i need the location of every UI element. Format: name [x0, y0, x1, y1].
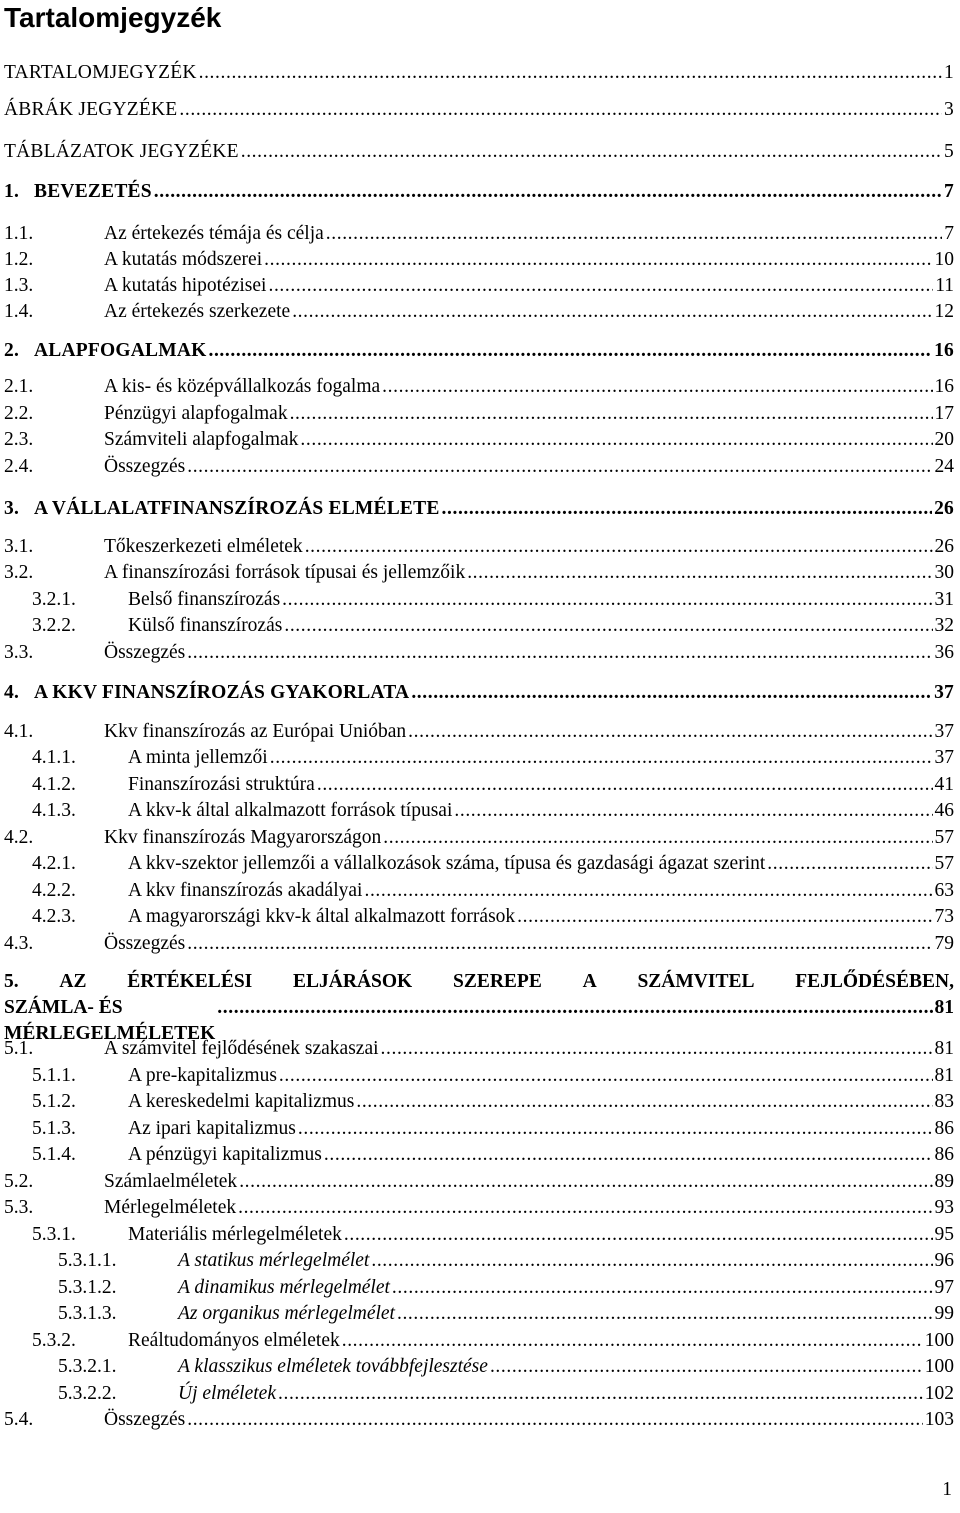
toc-entry-number: 4.2.1. [32, 853, 76, 874]
toc-entry-number: 5.3.1. [32, 1224, 76, 1245]
toc-entry-line [128, 1064, 954, 1088]
toc-entry[interactable] [4, 826, 954, 850]
toc-entry-line [104, 300, 954, 324]
toc-entry-page: 89 [934, 1171, 954, 1192]
toc-entry-page: 96 [934, 1250, 954, 1271]
dot-leader [187, 641, 932, 665]
toc-entry-page: 86 [934, 1144, 954, 1165]
toc-entry-number: 5.1.3. [32, 1118, 76, 1139]
toc-entry-number: 5.1.4. [32, 1144, 76, 1165]
toc-entry-line [104, 932, 954, 956]
dot-leader [238, 1196, 932, 1220]
toc-entry-title: Reáltudományos elméletek [128, 1330, 340, 1351]
toc-entry-line [128, 614, 954, 638]
toc-entry-number: 4.1.1. [32, 747, 76, 768]
toc-entry-line [128, 1090, 954, 1114]
toc-entry-page: 7 [944, 223, 954, 244]
toc-entry-title: A minta jellemzői [128, 747, 268, 768]
toc-entry[interactable] [4, 1302, 954, 1326]
toc-entry[interactable] [4, 720, 954, 744]
toc-entry[interactable] [4, 222, 954, 246]
toc-entry-title: Kkv finanszírozás az Európai Unióban [104, 721, 407, 742]
toc-entry-line [128, 1143, 954, 1167]
dot-leader [408, 720, 932, 744]
toc-entry-number: 3.2.1. [32, 589, 76, 610]
toc-entry-title: Számlaelméletek [104, 1171, 238, 1192]
dot-leader [356, 1090, 932, 1114]
toc-entry-line [104, 535, 954, 559]
toc-entry-number: 4.2.3. [32, 906, 76, 927]
toc-entry-line [128, 905, 954, 929]
toc-entry-title: Új elméletek [178, 1383, 276, 1404]
toc-entry-page: 79 [934, 933, 954, 954]
toc-entry-title: A kereskedelmi kapitalizmus [128, 1091, 355, 1112]
dot-leader [317, 773, 933, 797]
toc-entry-title: TARTALOMJEGYZÉK [4, 62, 197, 83]
toc-entry-line [104, 1196, 954, 1220]
toc-entry[interactable] [4, 879, 954, 903]
toc-entry-title: Belső finanszírozás [128, 589, 281, 610]
dot-leader [767, 852, 932, 876]
toc-entry-title: A pénzügyi kapitalizmus [128, 1144, 322, 1165]
toc-entry-line [178, 1276, 954, 1300]
toc-entry-number: 5.1.1. [32, 1065, 76, 1086]
toc-entry-title: Pénzügyi alapfogalmak [104, 403, 288, 424]
toc-entry-title: Kkv finanszírozás Magyarországon [104, 827, 382, 848]
toc-entry[interactable] [4, 1143, 954, 1167]
toc-entry[interactable] [4, 1408, 954, 1432]
toc-entry-number: 5.3.1.1. [58, 1250, 117, 1271]
toc-entry-number: 1.4. [4, 301, 34, 322]
toc-entry-title: A pre-kapitalizmus [128, 1065, 277, 1086]
toc-entry-line [178, 1249, 954, 1273]
dot-leader [342, 1329, 923, 1353]
toc-word: ÉRTÉKELÉSI [127, 971, 253, 992]
toc-entry-title: Összegzés [104, 456, 186, 477]
toc-entry-number: 5.3.2.2. [58, 1383, 117, 1404]
toc-entry-title: ALAPFOGALMAK [34, 340, 207, 361]
toc-entry-number: 2.3. [4, 429, 34, 450]
toc-entry-title: Külső finanszírozás [128, 615, 283, 636]
toc-entry-page: 30 [934, 562, 954, 583]
toc-entry-line [178, 1382, 954, 1406]
toc-entry-title: Összegzés [104, 933, 186, 954]
toc-entry-page: 102 [924, 1383, 954, 1404]
toc-entry-line [104, 1408, 954, 1432]
toc-entry[interactable] [4, 61, 954, 85]
toc-entry-title: A dinamikus mérlegelmélet [178, 1277, 390, 1298]
toc-entry[interactable] [4, 773, 954, 797]
toc-entry[interactable] [4, 1276, 954, 1300]
toc-entry-chapter-5[interactable] [4, 969, 954, 1044]
toc-entry-number: 2. [4, 340, 20, 361]
toc-entry[interactable] [4, 1170, 954, 1194]
toc-entry[interactable] [4, 339, 954, 363]
toc-entry-number: 5.3.1.2. [58, 1277, 117, 1298]
dot-leader [270, 746, 933, 770]
toc-entry-title: A finanszírozási források típusai és jellemzőik [104, 562, 466, 583]
dot-leader [241, 140, 942, 164]
toc-entry[interactable] [4, 428, 954, 452]
toc-entry-page: 3 [944, 99, 954, 120]
toc-entry-number: 5.3.1.3. [58, 1303, 117, 1324]
toc-entry[interactable] [4, 1329, 954, 1353]
toc-entry[interactable] [4, 932, 954, 956]
toc-entry-page: 24 [934, 456, 954, 477]
toc-entry-number: 4.1. [4, 721, 34, 742]
toc-entry-line [104, 428, 954, 452]
toc-entry-page: 100 [924, 1330, 954, 1351]
toc-entry-line [128, 879, 954, 903]
toc-entry-number: 5.2. [4, 1171, 34, 1192]
toc-entry-page: 57 [934, 853, 954, 874]
toc-entry[interactable] [4, 300, 954, 324]
toc-word: FEJLŐDÉSÉBEN, [795, 971, 954, 992]
toc-entry-page: 16 [934, 340, 954, 361]
toc-entry[interactable] [4, 180, 954, 204]
dot-leader [397, 1302, 933, 1326]
toc-entry-number: 3.1. [4, 536, 34, 557]
toc-entry-line [104, 222, 954, 246]
dot-leader [292, 300, 932, 324]
toc-entry-line [128, 746, 954, 770]
toc-entry-page: 7 [944, 181, 954, 202]
toc-entry-page: 20 [934, 429, 954, 450]
toc-entry-number: 4. [4, 682, 20, 703]
dot-leader [344, 1223, 933, 1247]
toc-entry-line [104, 720, 954, 744]
dot-leader [290, 402, 933, 426]
toc-entry[interactable] [4, 905, 954, 929]
toc-entry-chapter-5-line2 [4, 995, 954, 1044]
toc-entry[interactable] [4, 1223, 954, 1247]
toc-entry-number: 3.3. [4, 642, 34, 663]
toc-entry[interactable] [4, 140, 954, 164]
toc-entry[interactable] [4, 1355, 954, 1379]
toc-entry-line [4, 140, 954, 164]
toc-entry-page: 81 [934, 1038, 954, 1059]
toc-word: SZÁMVITEL [637, 971, 755, 992]
toc-entry-page: 31 [934, 589, 954, 610]
toc-entry-page: 26 [934, 536, 954, 557]
toc-entry-page: 99 [934, 1303, 954, 1324]
dot-leader [187, 932, 932, 956]
dot-leader [268, 274, 933, 298]
toc-entry[interactable] [4, 375, 954, 399]
toc-entry-number: 5.1. [4, 1038, 34, 1059]
dot-leader [442, 497, 933, 521]
toc-word: A [582, 971, 597, 992]
toc-entry[interactable] [4, 497, 954, 521]
toc-entry-title: Az értekezés témája és célja [104, 223, 324, 244]
toc-entry-line [104, 641, 954, 665]
toc-entry-number: 1.2. [4, 249, 34, 270]
toc-entry-line [104, 402, 954, 426]
toc-entry-title: Összegzés [104, 1409, 186, 1430]
toc-entry-line [104, 826, 954, 850]
toc-entry-title: Materiális mérlegelméletek [128, 1224, 342, 1245]
toc-entry-line [178, 1355, 954, 1379]
toc-entry-number: 1. [4, 181, 20, 202]
toc-entry[interactable] [4, 561, 954, 585]
toc-entry[interactable] [4, 799, 954, 823]
dot-leader [392, 1276, 933, 1300]
toc-entry[interactable] [4, 1117, 954, 1141]
toc-entry-line [128, 1329, 954, 1353]
toc-entry[interactable] [4, 274, 954, 298]
toc-entry-line [34, 339, 954, 363]
toc-entry[interactable] [4, 535, 954, 559]
toc-entry[interactable] [4, 588, 954, 612]
toc-word: SZEREPE [452, 971, 542, 992]
dot-leader [208, 339, 932, 363]
toc-entry-number: 2.2. [4, 403, 34, 424]
dot-leader [217, 995, 932, 1021]
toc-entry-line [128, 852, 954, 876]
toc-entry-page: 16 [934, 376, 954, 397]
dot-leader [364, 879, 932, 903]
toc-entry-page: 1 [944, 62, 954, 83]
dot-leader [324, 1143, 933, 1167]
toc-entry-page: 81 [934, 1065, 954, 1086]
dot-leader [187, 1408, 923, 1432]
toc-entry-page: 83 [934, 1091, 954, 1112]
toc-entry[interactable] [4, 681, 954, 705]
toc-entry-title: A kkv-szektor jellemzői a vállalkozások száma, típusa és gazdasági ágazat szerint [128, 853, 766, 874]
dot-leader [326, 222, 942, 246]
dot-leader [454, 799, 932, 823]
toc-entry-page: 10 [934, 249, 954, 270]
toc-entry[interactable] [4, 641, 954, 665]
toc-entry-line [128, 1117, 954, 1141]
toc-entry-number: 5.3.2.1. [58, 1356, 117, 1377]
toc-entry-number: 5.1.2. [32, 1091, 76, 1112]
dot-leader [411, 681, 932, 705]
toc-entry-page: 97 [934, 1277, 954, 1298]
toc-entry-page: 63 [934, 880, 954, 901]
toc-entry-title: Finanszírozási struktúra [128, 774, 315, 795]
toc-entry-title: A számvitel fejlődésének szakaszai [104, 1038, 379, 1059]
toc-entry-page: 11 [935, 275, 954, 296]
toc-entry-page: 37 [934, 721, 954, 742]
toc-entry[interactable] [4, 746, 954, 770]
toc-entry-title: Tőkeszerkezeti elméletek [104, 536, 303, 557]
toc-entry-number: 3. [4, 498, 20, 519]
toc-entry-number: 1.1. [4, 223, 34, 244]
toc-entry-page: 41 [934, 774, 954, 795]
toc-entry-page: 100 [924, 1356, 954, 1377]
toc-entry-number: 4.1.3. [32, 800, 76, 821]
toc-entry-page: 86 [934, 1118, 954, 1139]
toc-entry[interactable] [4, 1064, 954, 1088]
toc-entry[interactable] [4, 98, 954, 122]
toc-entry-number: 4.2.2. [32, 880, 76, 901]
toc-entry-title: A statikus mérlegelmélet [178, 1250, 370, 1271]
toc-entry-title: Számviteli alapfogalmak [104, 429, 299, 450]
toc-entry-number: 2.4. [4, 456, 34, 477]
toc-entry-title: A kkv finanszírozás akadályai [128, 880, 363, 901]
toc-entry-number: 5.4. [4, 1409, 34, 1430]
dot-leader [278, 1382, 923, 1406]
dot-leader [305, 535, 933, 559]
toc-entry-page: 32 [934, 615, 954, 636]
toc-entry-page: 37 [934, 682, 954, 703]
toc-word: ELJÁRÁSOK [293, 971, 413, 992]
toc-entry-title: A VÁLLALATFINANSZÍROZÁS ELMÉLETE [34, 498, 440, 519]
toc-entry-line [34, 180, 954, 204]
toc-entry-page: 73 [934, 906, 954, 927]
toc-entry-line [128, 588, 954, 612]
toc-entry-page: 57 [934, 827, 954, 848]
dot-leader [381, 1037, 933, 1061]
dot-leader [154, 180, 942, 204]
toc-entry-line [104, 561, 954, 585]
dot-leader [300, 428, 932, 452]
toc-entry-title: Összegzés [104, 642, 186, 663]
toc-entry-title: ÁBRÁK JEGYZÉKE [4, 99, 178, 120]
toc-entry-line [104, 1037, 954, 1061]
toc-entry-page: 5 [944, 141, 954, 162]
dot-leader [282, 588, 932, 612]
toc-entry-title: A kis- és középvállalkozás fogalma [104, 376, 381, 397]
dot-leader [382, 375, 932, 399]
dot-leader [383, 826, 932, 850]
toc-entry-line [34, 681, 954, 705]
toc-entry-line [104, 248, 954, 272]
toc-entry-title: A kkv-k által alkalmazott források típusai [128, 800, 453, 821]
toc-entry[interactable] [4, 614, 954, 638]
toc-entry-number: 5. [4, 971, 19, 992]
toc-entry-number: 4.1.2. [32, 774, 76, 795]
page-title: Tartalomjegyzék [4, 2, 222, 33]
toc-entry-title: Az organikus mérlegelmélet [178, 1303, 395, 1324]
dot-leader [371, 1249, 932, 1273]
toc-entry-line [104, 375, 954, 399]
toc-entry[interactable] [4, 1249, 954, 1273]
toc-entry-number: 4.2. [4, 827, 34, 848]
toc-word: AZ [59, 971, 87, 992]
page-number: 1 [942, 1479, 952, 1500]
dot-leader [467, 561, 932, 585]
toc-entry[interactable] [4, 1196, 954, 1220]
dot-leader [517, 905, 932, 929]
toc-entry-page: 103 [924, 1409, 954, 1430]
toc-entry-chapter-5-line1 [4, 969, 954, 995]
toc-entry-page: 12 [934, 301, 954, 322]
toc-entry-title: Az értekezés szerkezete [104, 301, 291, 322]
toc-entry-title: A kutatás hipotézisei [104, 275, 267, 296]
toc-entry-line [104, 1170, 954, 1194]
dot-leader [199, 61, 942, 85]
toc-entry-line [4, 61, 954, 85]
toc-entry-line [104, 455, 954, 479]
toc-entry[interactable] [4, 1382, 954, 1406]
toc-entry-line [4, 98, 954, 122]
dot-leader [490, 1355, 923, 1379]
toc-entry-title: Az ipari kapitalizmus [128, 1118, 296, 1139]
toc-entry-title: BEVEZETÉS [34, 181, 152, 202]
toc-entry[interactable] [4, 402, 954, 426]
dot-leader [187, 455, 932, 479]
toc-entry[interactable] [4, 1090, 954, 1114]
dot-leader [298, 1117, 933, 1141]
toc-entry-title: SZÁMLA- ÉS MÉRLEGELMÉLETEK [4, 997, 216, 1044]
toc-entry-page: 26 [934, 498, 954, 519]
toc-entry[interactable] [4, 248, 954, 272]
dot-leader [284, 614, 932, 638]
toc-entry-page: 37 [934, 747, 954, 768]
toc-entry-title: Mérlegelméletek [104, 1197, 237, 1218]
dot-leader [179, 98, 942, 122]
dot-leader [279, 1064, 933, 1088]
toc-entry[interactable] [4, 455, 954, 479]
toc-entry-number: 4.3. [4, 933, 34, 954]
toc-entry-line [128, 799, 954, 823]
toc-entry-page: 46 [934, 800, 954, 821]
dot-leader [239, 1170, 932, 1194]
toc-entry-number: 1.3. [4, 275, 34, 296]
toc-entry-page: 36 [934, 642, 954, 663]
toc-entry-page: 17 [934, 403, 954, 424]
dot-leader [264, 248, 932, 272]
toc-entry[interactable] [4, 852, 954, 876]
toc-entry-line [128, 1223, 954, 1247]
toc-entry-number: 5.3.2. [32, 1330, 76, 1351]
toc-entry-title: TÁBLÁZATOK JEGYZÉKE [4, 141, 239, 162]
toc-entry-line [34, 497, 954, 521]
toc-entry-line [128, 773, 954, 797]
toc-entry-page: 81 [934, 997, 954, 1018]
toc-entry-page: 93 [934, 1197, 954, 1218]
toc-entry-number: 2.1. [4, 376, 34, 397]
toc-entry-number: 3.2.2. [32, 615, 76, 636]
toc-entry-title: A KKV FINANSZÍROZÁS GYAKORLATA [34, 682, 410, 703]
toc-entry-page: 95 [934, 1224, 954, 1245]
toc-entry-number: 5.3. [4, 1197, 34, 1218]
toc-entry-title: A klasszikus elméletek továbbfejlesztése [178, 1356, 488, 1377]
toc-entry-line [178, 1302, 954, 1326]
toc-entry-title: A magyarországi kkv-k által alkalmazott források [128, 906, 516, 927]
toc-entry-line [104, 274, 954, 298]
toc-entry-title: A kutatás módszerei [104, 249, 263, 270]
toc-entry-number: 3.2. [4, 562, 34, 583]
